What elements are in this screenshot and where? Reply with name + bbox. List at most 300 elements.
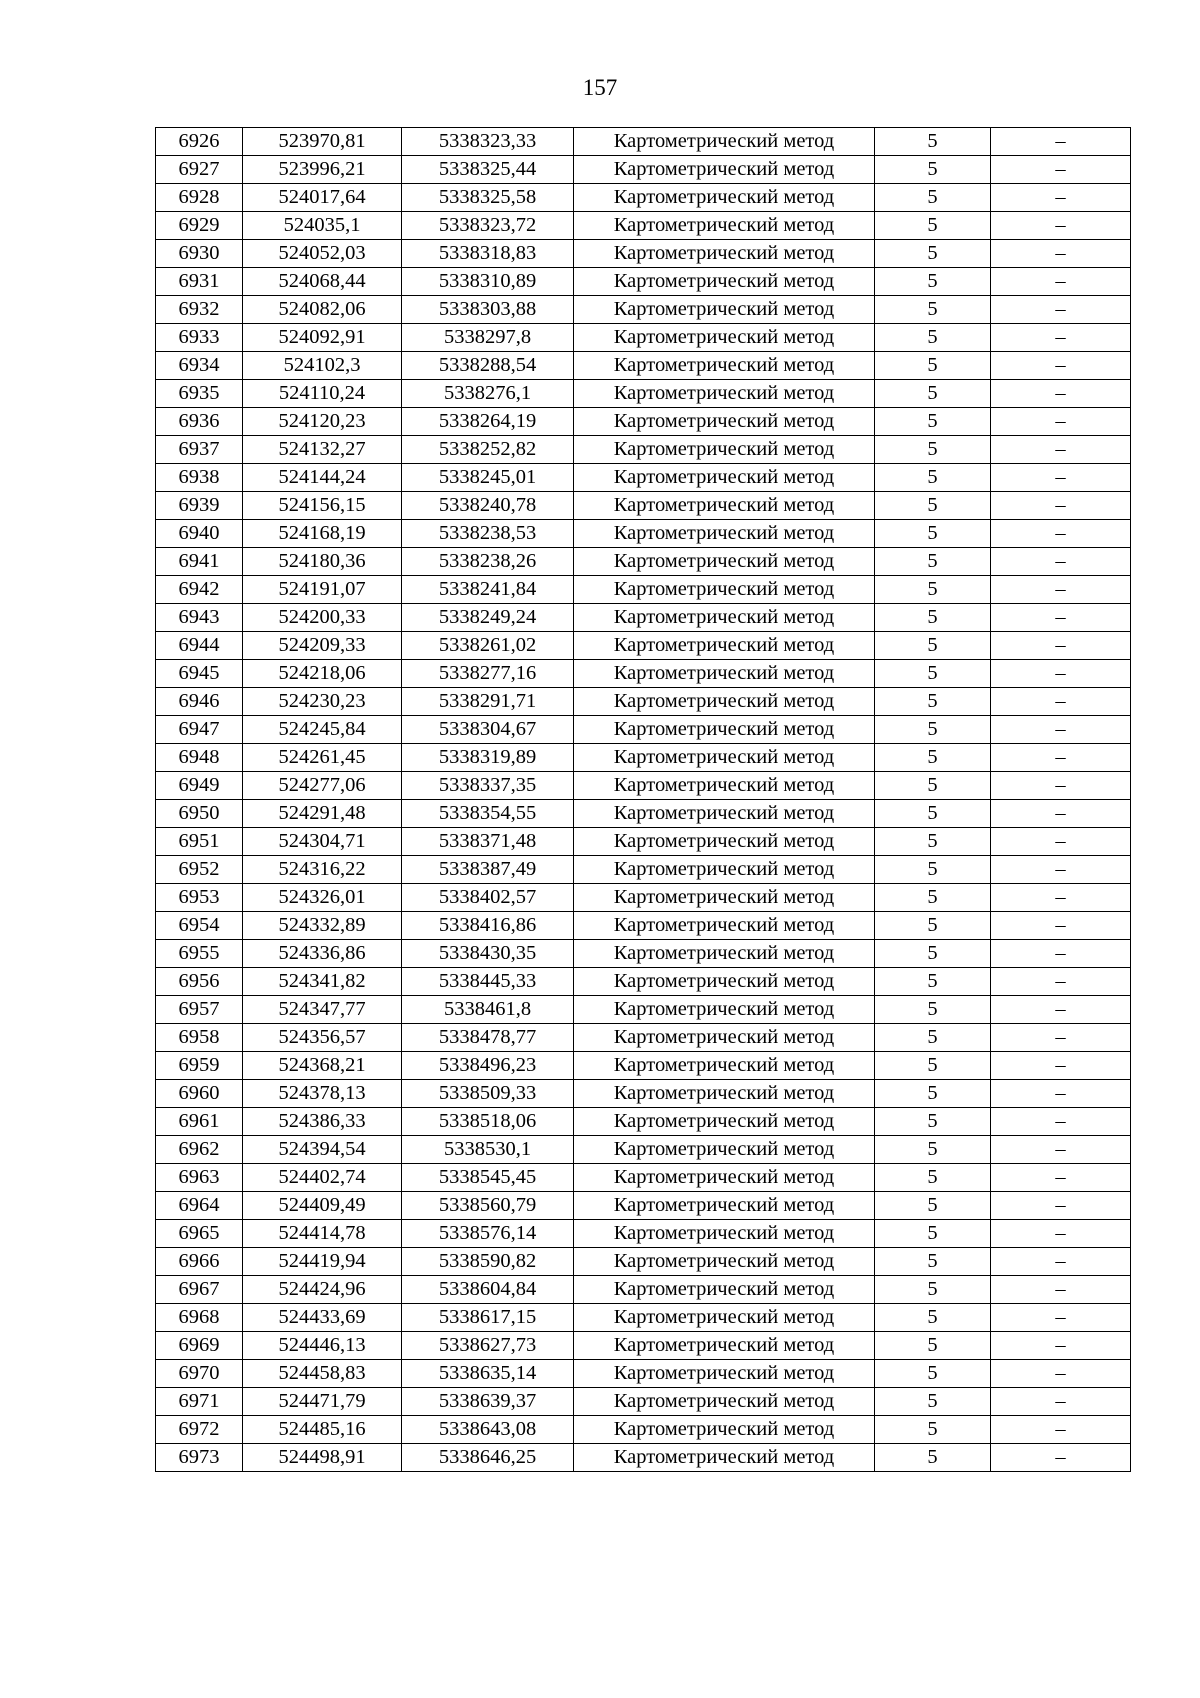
point-number-cell: 6970 <box>156 1360 243 1388</box>
x-coordinate-cell: 524356,57 <box>243 1024 402 1052</box>
table-row <box>156 324 1131 352</box>
note-cell: – <box>991 828 1131 856</box>
x-coordinate-cell: 524200,33 <box>243 604 402 632</box>
y-coordinate-cell: 5338252,82 <box>402 436 574 464</box>
point-number-cell: 6928 <box>156 184 243 212</box>
method-cell: Картометрический метод <box>574 996 875 1024</box>
note-cell: – <box>991 324 1131 352</box>
y-coordinate-cell: 5338319,89 <box>402 744 574 772</box>
note-cell: – <box>991 716 1131 744</box>
note-cell: – <box>991 1388 1131 1416</box>
method-cell: Картометрический метод <box>574 1388 875 1416</box>
note-cell: – <box>991 352 1131 380</box>
note-cell: – <box>991 1416 1131 1444</box>
x-coordinate-cell: 524485,16 <box>243 1416 402 1444</box>
point-number-cell: 6952 <box>156 856 243 884</box>
point-number-cell: 6973 <box>156 1444 243 1472</box>
accuracy-cell: 5 <box>875 632 991 660</box>
table-row <box>156 940 1131 968</box>
x-coordinate-cell: 524402,74 <box>243 1164 402 1192</box>
note-cell: – <box>991 884 1131 912</box>
y-coordinate-cell: 5338590,82 <box>402 1248 574 1276</box>
method-cell: Картометрический метод <box>574 1248 875 1276</box>
note-cell: – <box>991 1220 1131 1248</box>
y-coordinate-cell: 5338323,33 <box>402 128 574 156</box>
accuracy-cell: 5 <box>875 1248 991 1276</box>
accuracy-cell: 5 <box>875 464 991 492</box>
accuracy-cell: 5 <box>875 940 991 968</box>
table-row <box>156 464 1131 492</box>
accuracy-cell: 5 <box>875 1080 991 1108</box>
x-coordinate-cell: 524394,54 <box>243 1136 402 1164</box>
method-cell: Картометрический метод <box>574 1080 875 1108</box>
table-row <box>156 352 1131 380</box>
method-cell: Картометрический метод <box>574 240 875 268</box>
method-cell: Картометрический метод <box>574 408 875 436</box>
point-number-cell: 6961 <box>156 1108 243 1136</box>
accuracy-cell: 5 <box>875 324 991 352</box>
point-number-cell: 6953 <box>156 884 243 912</box>
point-number-cell: 6937 <box>156 436 243 464</box>
accuracy-cell: 5 <box>875 1192 991 1220</box>
x-coordinate-cell: 524378,13 <box>243 1080 402 1108</box>
note-cell: – <box>991 1444 1131 1472</box>
x-coordinate-cell: 524230,23 <box>243 688 402 716</box>
method-cell: Картометрический метод <box>574 1276 875 1304</box>
x-coordinate-cell: 523970,81 <box>243 128 402 156</box>
accuracy-cell: 5 <box>875 716 991 744</box>
accuracy-cell: 5 <box>875 1220 991 1248</box>
accuracy-cell: 5 <box>875 212 991 240</box>
y-coordinate-cell: 5338337,35 <box>402 772 574 800</box>
method-cell: Картометрический метод <box>574 828 875 856</box>
table-row <box>156 912 1131 940</box>
note-cell: – <box>991 604 1131 632</box>
accuracy-cell: 5 <box>875 492 991 520</box>
point-number-cell: 6929 <box>156 212 243 240</box>
point-number-cell: 6942 <box>156 576 243 604</box>
accuracy-cell: 5 <box>875 296 991 324</box>
note-cell: – <box>991 296 1131 324</box>
table-row <box>156 1024 1131 1052</box>
table-row <box>156 772 1131 800</box>
point-number-cell: 6932 <box>156 296 243 324</box>
method-cell: Картометрический метод <box>574 688 875 716</box>
point-number-cell: 6967 <box>156 1276 243 1304</box>
point-number-cell: 6963 <box>156 1164 243 1192</box>
table-row <box>156 408 1131 436</box>
note-cell: – <box>991 912 1131 940</box>
y-coordinate-cell: 5338238,53 <box>402 520 574 548</box>
x-coordinate-cell: 524052,03 <box>243 240 402 268</box>
note-cell: – <box>991 1276 1131 1304</box>
x-coordinate-cell: 524035,1 <box>243 212 402 240</box>
y-coordinate-cell: 5338264,19 <box>402 408 574 436</box>
table-row <box>156 212 1131 240</box>
method-cell: Картометрический метод <box>574 1108 875 1136</box>
table-row <box>156 968 1131 996</box>
point-number-cell: 6950 <box>156 800 243 828</box>
x-coordinate-cell: 524017,64 <box>243 184 402 212</box>
accuracy-cell: 5 <box>875 1024 991 1052</box>
point-number-cell: 6944 <box>156 632 243 660</box>
table-row <box>156 492 1131 520</box>
x-coordinate-cell: 524092,91 <box>243 324 402 352</box>
y-coordinate-cell: 5338303,88 <box>402 296 574 324</box>
method-cell: Картометрический метод <box>574 380 875 408</box>
method-cell: Картометрический метод <box>574 660 875 688</box>
method-cell: Картометрический метод <box>574 800 875 828</box>
method-cell: Картометрический метод <box>574 856 875 884</box>
accuracy-cell: 5 <box>875 240 991 268</box>
table-row <box>156 1108 1131 1136</box>
y-coordinate-cell: 5338478,77 <box>402 1024 574 1052</box>
y-coordinate-cell: 5338509,33 <box>402 1080 574 1108</box>
note-cell: – <box>991 772 1131 800</box>
accuracy-cell: 5 <box>875 912 991 940</box>
method-cell: Картометрический метод <box>574 548 875 576</box>
y-coordinate-cell: 5338325,44 <box>402 156 574 184</box>
accuracy-cell: 5 <box>875 1052 991 1080</box>
method-cell: Картометрический метод <box>574 884 875 912</box>
accuracy-cell: 5 <box>875 1304 991 1332</box>
y-coordinate-cell: 5338416,86 <box>402 912 574 940</box>
x-coordinate-cell: 524332,89 <box>243 912 402 940</box>
table-row <box>156 380 1131 408</box>
x-coordinate-cell: 524144,24 <box>243 464 402 492</box>
y-coordinate-cell: 5338530,1 <box>402 1136 574 1164</box>
accuracy-cell: 5 <box>875 184 991 212</box>
accuracy-cell: 5 <box>875 688 991 716</box>
point-number-cell: 6964 <box>156 1192 243 1220</box>
table-row <box>156 1136 1131 1164</box>
point-number-cell: 6968 <box>156 1304 243 1332</box>
x-coordinate-cell: 524414,78 <box>243 1220 402 1248</box>
note-cell: – <box>991 1360 1131 1388</box>
x-coordinate-cell: 524291,48 <box>243 800 402 828</box>
accuracy-cell: 5 <box>875 828 991 856</box>
table-row <box>156 1332 1131 1360</box>
y-coordinate-cell: 5338445,33 <box>402 968 574 996</box>
point-number-cell: 6939 <box>156 492 243 520</box>
note-cell: – <box>991 996 1131 1024</box>
y-coordinate-cell: 5338354,55 <box>402 800 574 828</box>
method-cell: Картометрический метод <box>574 604 875 632</box>
note-cell: – <box>991 128 1131 156</box>
y-coordinate-cell: 5338245,01 <box>402 464 574 492</box>
table-row <box>156 1360 1131 1388</box>
point-number-cell: 6938 <box>156 464 243 492</box>
point-number-cell: 6966 <box>156 1248 243 1276</box>
table-row <box>156 548 1131 576</box>
x-coordinate-cell: 524316,22 <box>243 856 402 884</box>
note-cell: – <box>991 436 1131 464</box>
table-row <box>156 744 1131 772</box>
accuracy-cell: 5 <box>875 436 991 464</box>
method-cell: Картометрический метод <box>574 912 875 940</box>
x-coordinate-cell: 524409,49 <box>243 1192 402 1220</box>
x-coordinate-cell: 524347,77 <box>243 996 402 1024</box>
x-coordinate-cell: 524120,23 <box>243 408 402 436</box>
table-row <box>156 632 1131 660</box>
point-number-cell: 6965 <box>156 1220 243 1248</box>
point-number-cell: 6957 <box>156 996 243 1024</box>
method-cell: Картометрический метод <box>574 632 875 660</box>
note-cell: – <box>991 1304 1131 1332</box>
y-coordinate-cell: 5338635,14 <box>402 1360 574 1388</box>
y-coordinate-cell: 5338496,23 <box>402 1052 574 1080</box>
table-row <box>156 520 1131 548</box>
note-cell: – <box>991 1052 1131 1080</box>
y-coordinate-cell: 5338545,45 <box>402 1164 574 1192</box>
point-number-cell: 6933 <box>156 324 243 352</box>
y-coordinate-cell: 5338249,24 <box>402 604 574 632</box>
y-coordinate-cell: 5338288,54 <box>402 352 574 380</box>
coordinates-table <box>155 127 1131 1472</box>
y-coordinate-cell: 5338240,78 <box>402 492 574 520</box>
note-cell: – <box>991 268 1131 296</box>
note-cell: – <box>991 1192 1131 1220</box>
accuracy-cell: 5 <box>875 1108 991 1136</box>
table-row <box>156 1080 1131 1108</box>
point-number-cell: 6935 <box>156 380 243 408</box>
y-coordinate-cell: 5338639,37 <box>402 1388 574 1416</box>
note-cell: – <box>991 1108 1131 1136</box>
table-row <box>156 296 1131 324</box>
table-row <box>156 436 1131 464</box>
note-cell: – <box>991 492 1131 520</box>
method-cell: Картометрический метод <box>574 212 875 240</box>
method-cell: Картометрический метод <box>574 1332 875 1360</box>
method-cell: Картометрический метод <box>574 1220 875 1248</box>
x-coordinate-cell: 524245,84 <box>243 716 402 744</box>
x-coordinate-cell: 524156,15 <box>243 492 402 520</box>
point-number-cell: 6946 <box>156 688 243 716</box>
x-coordinate-cell: 524341,82 <box>243 968 402 996</box>
coordinates-table-body <box>156 128 1131 1472</box>
note-cell: – <box>991 548 1131 576</box>
table-row <box>156 1304 1131 1332</box>
point-number-cell: 6926 <box>156 128 243 156</box>
note-cell: – <box>991 380 1131 408</box>
point-number-cell: 6959 <box>156 1052 243 1080</box>
accuracy-cell: 5 <box>875 1416 991 1444</box>
method-cell: Картометрический метод <box>574 968 875 996</box>
point-number-cell: 6962 <box>156 1136 243 1164</box>
accuracy-cell: 5 <box>875 856 991 884</box>
method-cell: Картометрический метод <box>574 352 875 380</box>
table-row <box>156 1164 1131 1192</box>
y-coordinate-cell: 5338430,35 <box>402 940 574 968</box>
note-cell: – <box>991 632 1131 660</box>
note-cell: – <box>991 408 1131 436</box>
y-coordinate-cell: 5338241,84 <box>402 576 574 604</box>
table-row <box>156 128 1131 156</box>
point-number-cell: 6943 <box>156 604 243 632</box>
method-cell: Картометрический метод <box>574 1052 875 1080</box>
accuracy-cell: 5 <box>875 408 991 436</box>
method-cell: Картометрический метод <box>574 1024 875 1052</box>
y-coordinate-cell: 5338238,26 <box>402 548 574 576</box>
y-coordinate-cell: 5338604,84 <box>402 1276 574 1304</box>
x-coordinate-cell: 524458,83 <box>243 1360 402 1388</box>
table-row <box>156 800 1131 828</box>
accuracy-cell: 5 <box>875 548 991 576</box>
y-coordinate-cell: 5338325,58 <box>402 184 574 212</box>
point-number-cell: 6960 <box>156 1080 243 1108</box>
method-cell: Картометрический метод <box>574 520 875 548</box>
x-coordinate-cell: 524386,33 <box>243 1108 402 1136</box>
accuracy-cell: 5 <box>875 884 991 912</box>
point-number-cell: 6958 <box>156 1024 243 1052</box>
y-coordinate-cell: 5338576,14 <box>402 1220 574 1248</box>
y-coordinate-cell: 5338643,08 <box>402 1416 574 1444</box>
y-coordinate-cell: 5338261,02 <box>402 632 574 660</box>
note-cell: – <box>991 240 1131 268</box>
y-coordinate-cell: 5338627,73 <box>402 1332 574 1360</box>
point-number-cell: 6954 <box>156 912 243 940</box>
note-cell: – <box>991 576 1131 604</box>
note-cell: – <box>991 1080 1131 1108</box>
x-coordinate-cell: 524168,19 <box>243 520 402 548</box>
y-coordinate-cell: 5338297,8 <box>402 324 574 352</box>
x-coordinate-cell: 524446,13 <box>243 1332 402 1360</box>
method-cell: Картометрический метод <box>574 1192 875 1220</box>
method-cell: Картометрический метод <box>574 772 875 800</box>
y-coordinate-cell: 5338318,83 <box>402 240 574 268</box>
y-coordinate-cell: 5338461,8 <box>402 996 574 1024</box>
method-cell: Картометрический метод <box>574 268 875 296</box>
accuracy-cell: 5 <box>875 520 991 548</box>
y-coordinate-cell: 5338310,89 <box>402 268 574 296</box>
point-number-cell: 6969 <box>156 1332 243 1360</box>
y-coordinate-cell: 5338291,71 <box>402 688 574 716</box>
accuracy-cell: 5 <box>875 156 991 184</box>
accuracy-cell: 5 <box>875 1136 991 1164</box>
note-cell: – <box>991 464 1131 492</box>
method-cell: Картометрический метод <box>574 940 875 968</box>
x-coordinate-cell: 524433,69 <box>243 1304 402 1332</box>
accuracy-cell: 5 <box>875 576 991 604</box>
table-row <box>156 688 1131 716</box>
point-number-cell: 6956 <box>156 968 243 996</box>
x-coordinate-cell: 524068,44 <box>243 268 402 296</box>
accuracy-cell: 5 <box>875 1388 991 1416</box>
x-coordinate-cell: 524180,36 <box>243 548 402 576</box>
point-number-cell: 6971 <box>156 1388 243 1416</box>
x-coordinate-cell: 524498,91 <box>243 1444 402 1472</box>
note-cell: – <box>991 156 1131 184</box>
method-cell: Картометрический метод <box>574 492 875 520</box>
method-cell: Картометрический метод <box>574 436 875 464</box>
point-number-cell: 6949 <box>156 772 243 800</box>
y-coordinate-cell: 5338323,72 <box>402 212 574 240</box>
accuracy-cell: 5 <box>875 1332 991 1360</box>
accuracy-cell: 5 <box>875 1360 991 1388</box>
table-row <box>156 660 1131 688</box>
note-cell: – <box>991 1164 1131 1192</box>
table-row <box>156 268 1131 296</box>
y-coordinate-cell: 5338276,1 <box>402 380 574 408</box>
table-row <box>156 604 1131 632</box>
table-row <box>156 1248 1131 1276</box>
method-cell: Картометрический метод <box>574 576 875 604</box>
method-cell: Картометрический метод <box>574 1164 875 1192</box>
x-coordinate-cell: 524471,79 <box>243 1388 402 1416</box>
x-coordinate-cell: 524191,07 <box>243 576 402 604</box>
method-cell: Картометрический метод <box>574 464 875 492</box>
accuracy-cell: 5 <box>875 128 991 156</box>
accuracy-cell: 5 <box>875 268 991 296</box>
y-coordinate-cell: 5338304,67 <box>402 716 574 744</box>
y-coordinate-cell: 5338277,16 <box>402 660 574 688</box>
page-number: 157 <box>582 75 618 100</box>
table-row <box>156 884 1131 912</box>
accuracy-cell: 5 <box>875 744 991 772</box>
x-coordinate-cell: 524336,86 <box>243 940 402 968</box>
table-row <box>156 184 1131 212</box>
note-cell: – <box>991 184 1131 212</box>
point-number-cell: 6951 <box>156 828 243 856</box>
table-row <box>156 576 1131 604</box>
table-row <box>156 156 1131 184</box>
x-coordinate-cell: 524218,06 <box>243 660 402 688</box>
method-cell: Картометрический метод <box>574 1304 875 1332</box>
method-cell: Картометрический метод <box>574 296 875 324</box>
note-cell: – <box>991 520 1131 548</box>
note-cell: – <box>991 1136 1131 1164</box>
method-cell: Картометрический метод <box>574 1416 875 1444</box>
x-coordinate-cell: 524102,3 <box>243 352 402 380</box>
point-number-cell: 6955 <box>156 940 243 968</box>
table-row <box>156 996 1131 1024</box>
note-cell: – <box>991 940 1131 968</box>
y-coordinate-cell: 5338617,15 <box>402 1304 574 1332</box>
table-row <box>156 240 1131 268</box>
accuracy-cell: 5 <box>875 352 991 380</box>
accuracy-cell: 5 <box>875 1164 991 1192</box>
method-cell: Картометрический метод <box>574 1360 875 1388</box>
table-row <box>156 828 1131 856</box>
x-coordinate-cell: 524209,33 <box>243 632 402 660</box>
note-cell: – <box>991 856 1131 884</box>
accuracy-cell: 5 <box>875 380 991 408</box>
table-row <box>156 1220 1131 1248</box>
x-coordinate-cell: 524277,06 <box>243 772 402 800</box>
note-cell: – <box>991 1024 1131 1052</box>
accuracy-cell: 5 <box>875 604 991 632</box>
point-number-cell: 6940 <box>156 520 243 548</box>
note-cell: – <box>991 660 1131 688</box>
note-cell: – <box>991 968 1131 996</box>
note-cell: – <box>991 688 1131 716</box>
point-number-cell: 6947 <box>156 716 243 744</box>
note-cell: – <box>991 744 1131 772</box>
table-row <box>156 1052 1131 1080</box>
point-number-cell: 6927 <box>156 156 243 184</box>
table-row <box>156 716 1131 744</box>
method-cell: Картометрический метод <box>574 184 875 212</box>
x-coordinate-cell: 524110,24 <box>243 380 402 408</box>
table-row <box>156 1276 1131 1304</box>
x-coordinate-cell: 524132,27 <box>243 436 402 464</box>
y-coordinate-cell: 5338402,57 <box>402 884 574 912</box>
accuracy-cell: 5 <box>875 660 991 688</box>
x-coordinate-cell: 524424,96 <box>243 1276 402 1304</box>
point-number-cell: 6941 <box>156 548 243 576</box>
x-coordinate-cell: 523996,21 <box>243 156 402 184</box>
accuracy-cell: 5 <box>875 968 991 996</box>
